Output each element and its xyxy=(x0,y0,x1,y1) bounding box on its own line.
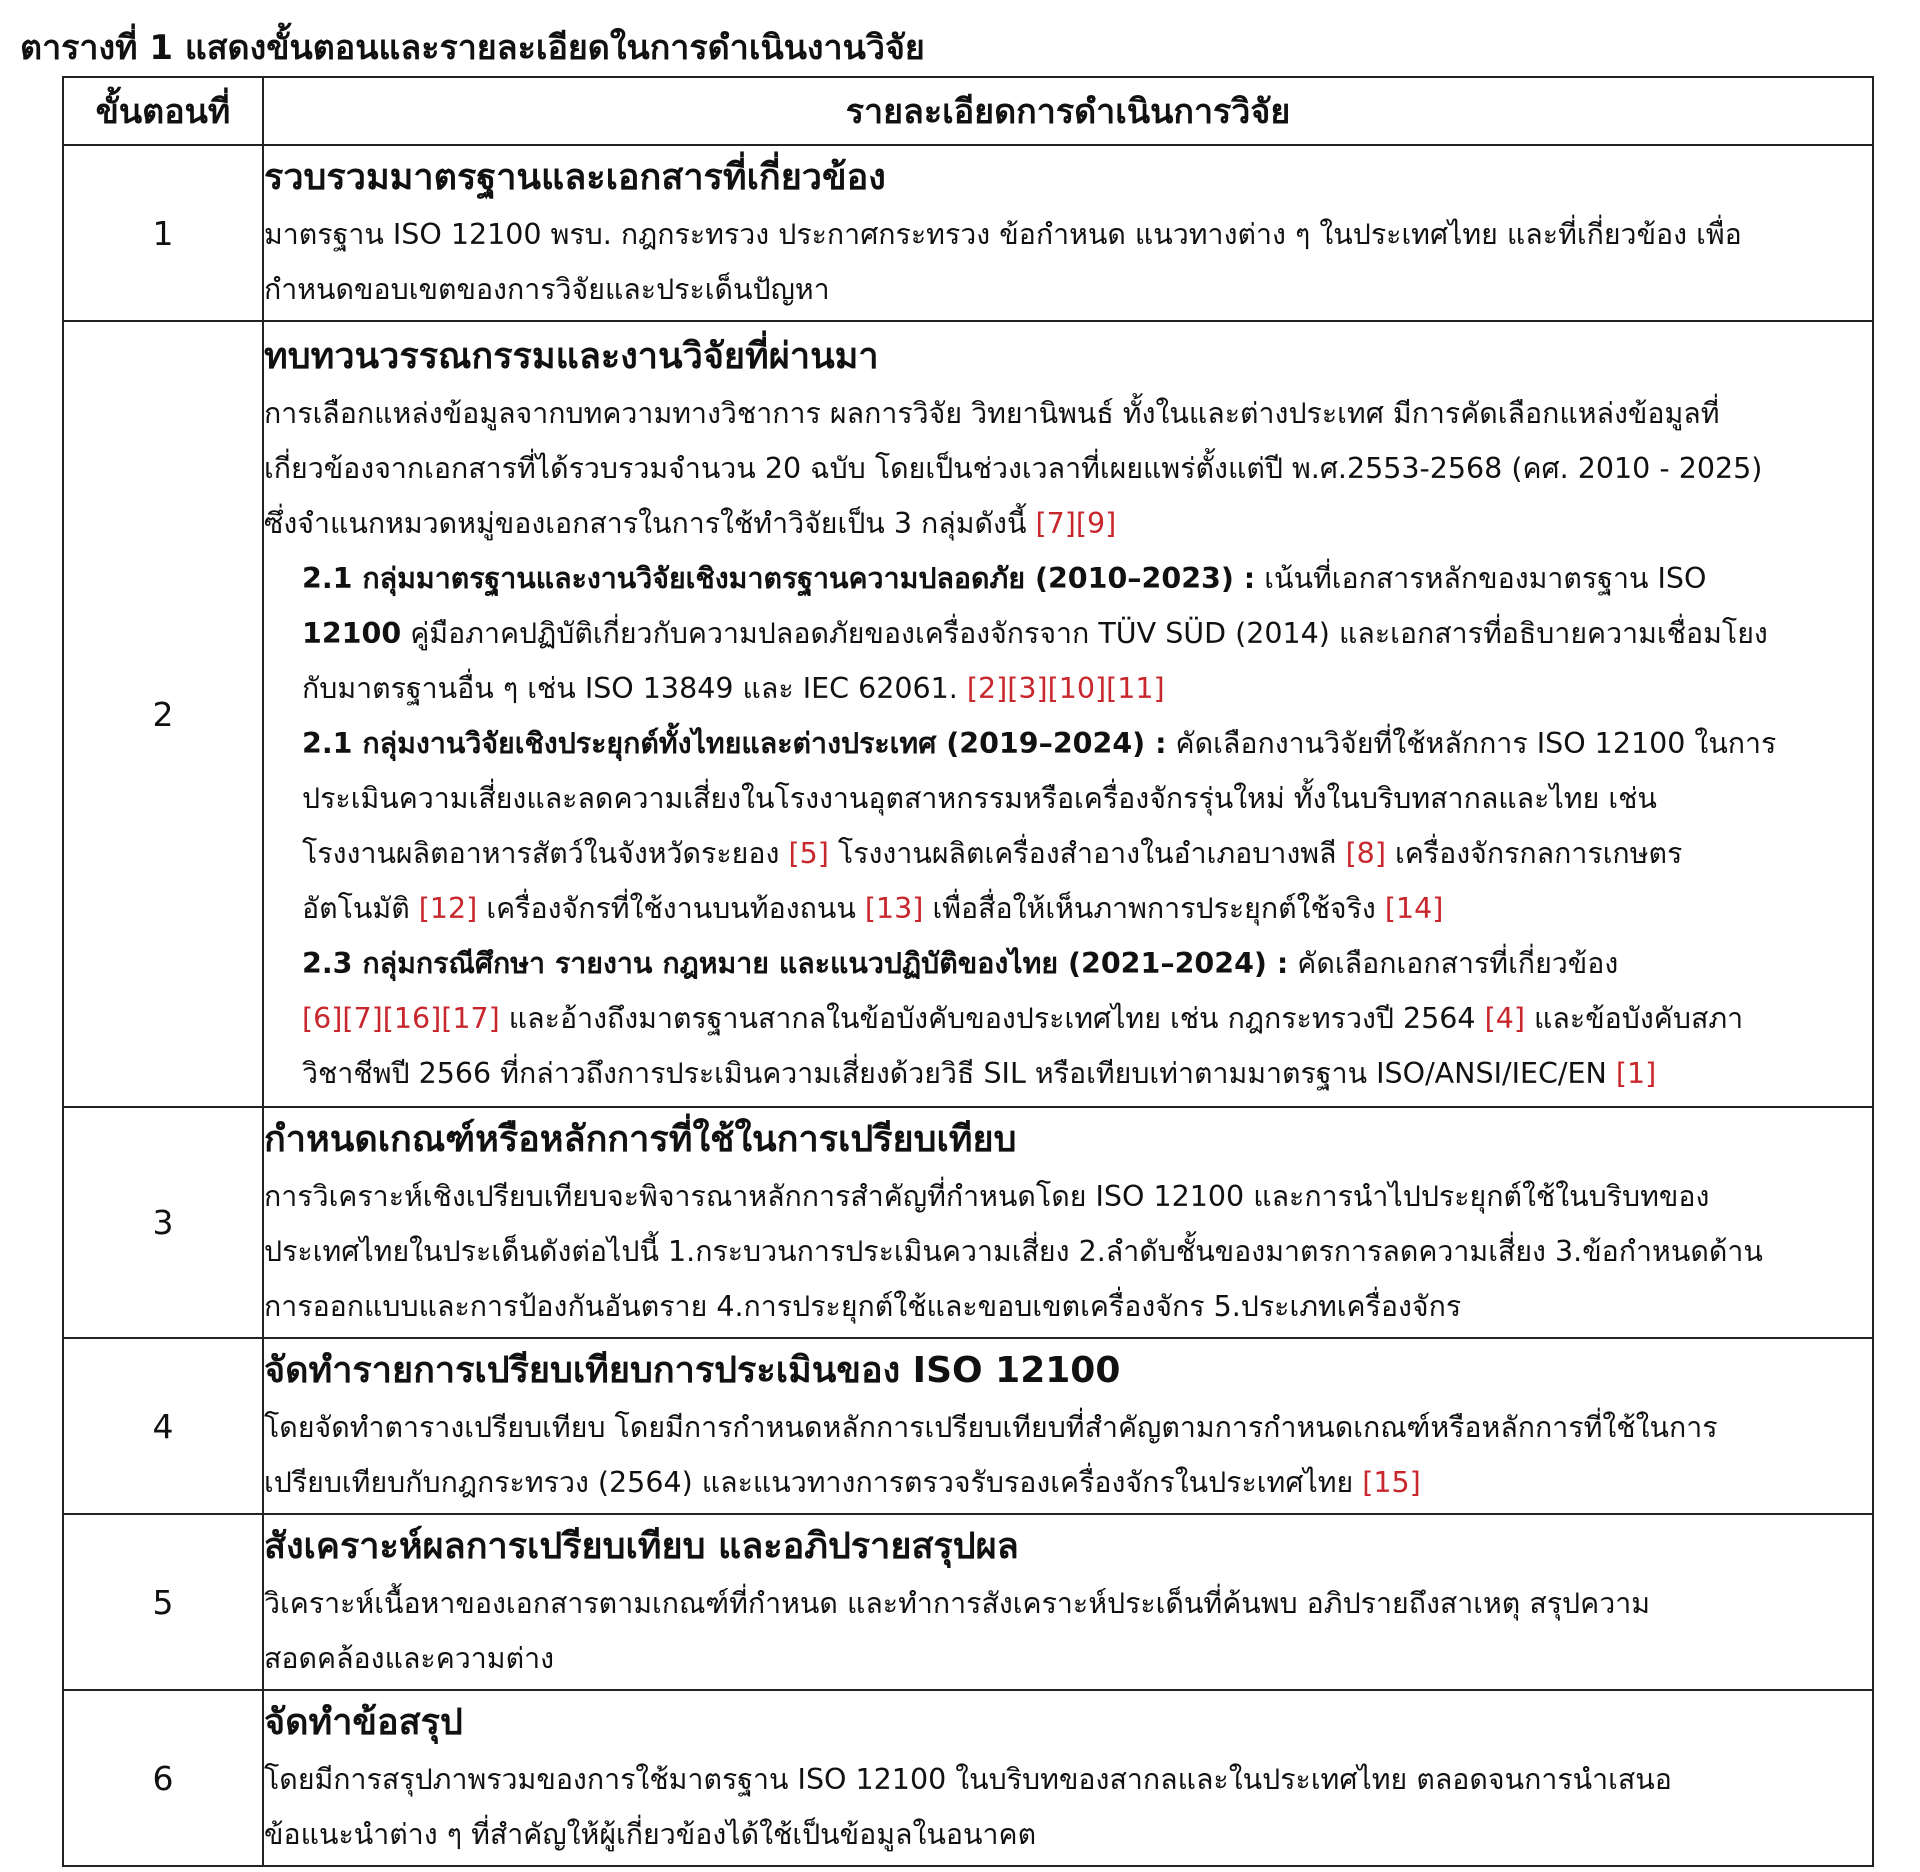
text-line xyxy=(302,991,1872,1046)
step-title: จัดทำรายการเปรียบเทียบการประเมินของ ISO 12100 xyxy=(264,1350,1121,1391)
citation-ref: [4] xyxy=(1484,1001,1525,1035)
step-title: กำหนดเกณฑ์หรือหลักการที่ใช้ในการเปรียบเทียบ xyxy=(264,1119,1017,1160)
step-number: 2 xyxy=(63,321,263,1107)
text-line xyxy=(302,551,1872,606)
text: และอ้างถึงมาตรฐานสากลในข้อบังคับของประเทศไทย เช่น กฎกระทรวงปี 2564 xyxy=(499,1001,1485,1035)
table-row xyxy=(63,1338,1873,1514)
step-detail xyxy=(263,1338,1873,1514)
table-row xyxy=(63,321,1873,1107)
step-number: 4 xyxy=(63,1338,263,1514)
citation-ref: [7][9] xyxy=(1035,506,1117,540)
text-line: โดยมีการสรุปภาพรวมของการใช้มาตรฐาน ISO 12100 ในบริบทของสากลและในประเทศไทย ตลอดจนการนำเสนอ xyxy=(264,1763,1672,1796)
subgroup-lead: 2.3 กลุ่มกรณีศึกษา รายงาน กฎหมาย และแนวปฏิบัติของไทย (2021–2024) : xyxy=(302,946,1289,980)
text: เครื่องจักรกลการเกษตร xyxy=(1385,836,1683,870)
text-line: ประเทศไทยในประเด็นดังต่อไปนี้ 1.กระบวนการประเมินความเสี่ยง 2.ลำดับชั้นของมาตรการลดความเสี่ยง 3.ข้อกำหนดด้าน xyxy=(264,1235,1763,1268)
text-line: การออกแบบและการป้องกันอันตราย 4.การประยุกต์ใช้และขอบเขตเครื่องจักร 5.ประเภทเครื่องจักร xyxy=(264,1290,1462,1323)
table-row xyxy=(63,1107,1873,1338)
text-line xyxy=(302,881,1872,936)
table-row xyxy=(63,1690,1873,1866)
subgroup-lead: 2.1 กลุ่มงานวิจัยเชิงประยุกต์ทั้งไทยและต่างประเทศ (2019–2024) : xyxy=(302,726,1167,760)
step-description xyxy=(264,1752,1872,1862)
text: โรงงานผลิตเครื่องสำอางในอำเภอบางพลี xyxy=(828,836,1346,870)
text: กับมาตรฐานอื่น ๆ เช่น ISO 13849 และ IEC 62061. xyxy=(302,671,967,705)
text: เครื่องจักรที่ใช้งานบนท้องถนน xyxy=(477,891,865,925)
step-title: สังเคราะห์ผลการเปรียบเทียบ และอภิปรายสรุปผล xyxy=(264,1526,1019,1567)
text-line: การเลือกแหล่งข้อมูลจากบทความทางวิชาการ ผลการวิจัย วิทยานิพนธ์ ทั้งในและต่างประเทศ มีการคัดเลือกแหล่งข้อมูลที่ xyxy=(264,396,1720,430)
header-detail: รายละเอียดการดำเนินการวิจัย xyxy=(263,77,1873,145)
subgroup-case-studies xyxy=(302,936,1872,1101)
citation-ref: [13] xyxy=(864,891,924,925)
text: และข้อบังคับสภา xyxy=(1525,1001,1744,1035)
citation-ref: [1] xyxy=(1615,1056,1657,1090)
citation-ref: [15] xyxy=(1362,1466,1421,1499)
step-title: จัดทำข้อสรุป xyxy=(264,1702,463,1743)
text: คู่มือภาคปฏิบัติเกี่ยวกับความปลอดภัยของเครื่องจักรจาก TÜV SÜD (2014) และเอกสารที่อธิบายความเชื่อมโยง xyxy=(401,616,1768,650)
text: คัดเลือกงานวิจัยที่ใช้หลักการ ISO 12100 ในการ xyxy=(1166,726,1777,760)
text-line xyxy=(302,936,1872,991)
citation-ref: [8] xyxy=(1345,836,1386,870)
text-line: กำหนดขอบเขตของการวิจัยและประเด็นปัญหา xyxy=(264,273,830,306)
table-row xyxy=(63,145,1873,321)
subgroup-lead: 2.1 กลุ่มมาตรฐานและงานวิจัยเชิงมาตรฐานความปลอดภัย (2010–2023) : xyxy=(302,561,1256,595)
subgroup-applied-research xyxy=(302,716,1872,936)
header-step: ขั้นตอนที่ xyxy=(63,77,263,145)
text-line xyxy=(302,1046,1872,1101)
research-steps-table xyxy=(62,76,1874,1867)
text-line: ประเมินความเสี่ยงและลดความเสี่ยงในโรงงานอุตสาหกรรมหรือเครื่องจักรรุ่นใหม่ ทั้งในบริบทสากลและไทย เช่น xyxy=(302,781,1657,815)
step-title: รวบรวมมาตรฐานและเอกสารที่เกี่ยวข้อง xyxy=(264,157,886,198)
text: เปรียบเทียบกับกฎกระทรวง (2564) และแนวทางการตรวจรับรองเครื่องจักรในประเทศไทย xyxy=(264,1466,1363,1499)
step-detail xyxy=(263,321,1873,1107)
text-line xyxy=(302,826,1872,881)
text: อัตโนมัติ xyxy=(302,891,419,925)
table-caption: ตารางที่ 1 แสดงขั้นตอนและรายละเอียดในการดำเนินงานวิจัย xyxy=(20,28,925,68)
step-number: 3 xyxy=(63,1107,263,1338)
step-detail xyxy=(263,145,1873,321)
step-description xyxy=(264,207,1872,317)
text-line: ข้อแนะนำต่าง ๆ ที่สำคัญให้ผู้เกี่ยวข้องได้ใช้เป็นข้อมูลในอนาคต xyxy=(264,1818,1037,1851)
text-line xyxy=(302,661,1872,716)
text: ซึ่งจำแนกหมวดหมู่ของเอกสารในการใช้ทำวิจัยเป็น 3 กลุ่มดังนี้ xyxy=(264,506,1036,540)
step-title: ทบทวนวรรณกรรมและงานวิจัยที่ผ่านมา xyxy=(264,335,879,377)
text: วิชาชีพปี 2566 ที่กล่าวถึงการประเมินความเสี่ยงด้วยวิธี SIL หรือเทียบเท่าตามมาตรฐาน ISO/ANSI/IEC/EN xyxy=(302,1056,1616,1090)
step-number: 6 xyxy=(63,1690,263,1866)
table-row xyxy=(63,1514,1873,1690)
step-description xyxy=(264,1169,1872,1334)
text-line xyxy=(302,716,1872,771)
step-number: 5 xyxy=(63,1514,263,1690)
citation-ref: [6][7][16][17] xyxy=(302,1001,500,1035)
step-detail xyxy=(263,1514,1873,1690)
step-detail xyxy=(263,1107,1873,1338)
table-header-row xyxy=(63,77,1873,145)
text-line: การวิเคราะห์เชิงเปรียบเทียบจะพิจารณาหลักการสำคัญที่กำหนดโดย ISO 12100 และการนำไปประยุกต์ใช้ในบริบทของ xyxy=(264,1180,1710,1213)
text-line xyxy=(302,606,1872,661)
citation-ref: [14] xyxy=(1384,891,1444,925)
citation-ref: [5] xyxy=(788,836,829,870)
text-line: มาตรฐาน ISO 12100 พรบ. กฎกระทรวง ประกาศกระทรวง ข้อกำหนด แนวทางต่าง ๆ ในประเทศไทย และที่เกี่ยวข้อง เพื่อ xyxy=(264,218,1742,251)
citation-ref: [2][3][10][11] xyxy=(966,671,1165,705)
text-line: วิเคราะห์เนื้อหาของเอกสารตามเกณฑ์ที่กำหนด และทำการสังเคราะห์ประเด็นที่ค้นพบ อภิปรายถึงสาเหตุ สรุปความ xyxy=(264,1587,1651,1620)
step-description xyxy=(264,1576,1872,1686)
text: คัดเลือกเอกสารที่เกี่ยวข้อง xyxy=(1288,946,1619,980)
text-line: สอดคล้องและความต่าง xyxy=(264,1642,555,1675)
text-line xyxy=(264,496,1872,551)
text-line xyxy=(264,1455,1872,1510)
text-line: เกี่ยวข้องจากเอกสารที่ได้รวบรวมจำนวน 20 ฉบับ โดยเป็นช่วงเวลาที่เผยแพร่ตั้งแต่ปี พ.ศ.2553-2568 (คศ. 2010 - 2025) xyxy=(264,451,1763,485)
subgroup-standards xyxy=(302,551,1872,716)
step-detail xyxy=(263,1690,1873,1866)
text-line: โดยจัดทำตารางเปรียบเทียบ โดยมีการกำหนดหลักการเปรียบเทียบที่สำคัญตามการกำหนดเกณฑ์หรือหลักการที่ใช้ในการ xyxy=(264,1411,1718,1444)
citation-ref: [12] xyxy=(418,891,478,925)
text: โรงงานผลิตอาหารสัตว์ในจังหวัดระยอง xyxy=(302,836,789,870)
text-bold: 12100 xyxy=(302,616,402,650)
step-description xyxy=(264,386,1872,551)
step-number: 1 xyxy=(63,145,263,321)
text: เน้นที่เอกสารหลักของมาตรฐาน ISO xyxy=(1255,561,1707,595)
step-description xyxy=(264,1400,1872,1510)
text: เพื่อสื่อให้เห็นภาพการประยุกต์ใช้จริง xyxy=(923,891,1385,925)
